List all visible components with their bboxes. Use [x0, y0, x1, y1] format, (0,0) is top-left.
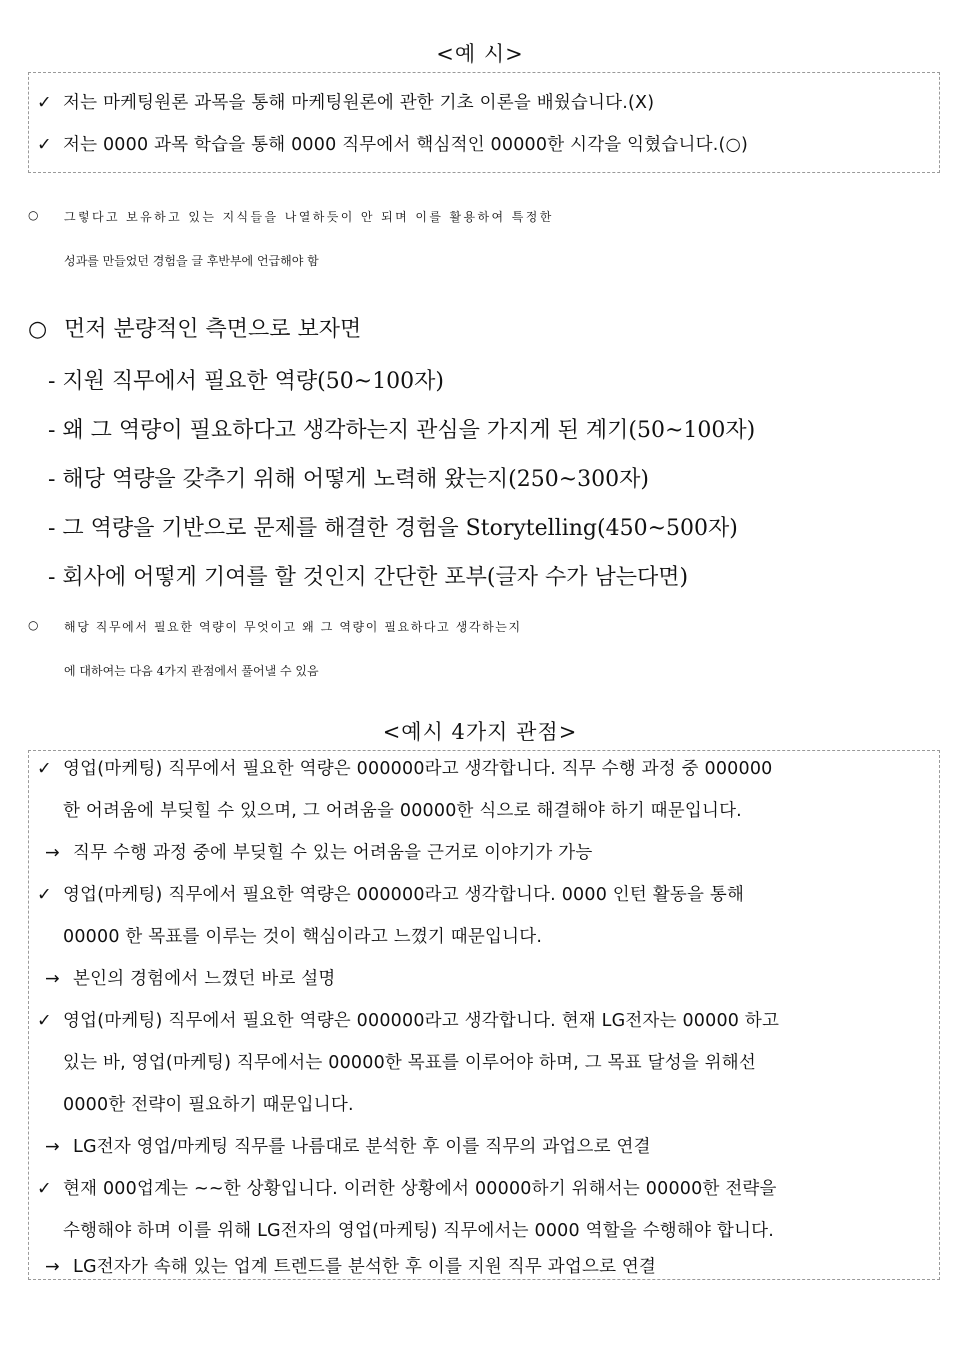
- example-box: [28, 72, 940, 173]
- check-icon: ✓: [37, 1011, 52, 1031]
- list-item: - 회사에 어떻게 기여를 할 것인지 간단한 포부(글자 수가 남는다면): [48, 565, 689, 590]
- perspective-4-line-1: [37, 1175, 931, 1200]
- check-icon: ✓: [37, 135, 52, 155]
- paragraph-perspectives: [28, 618, 946, 698]
- paragraph-line: [28, 618, 946, 635]
- perspective-text: 현재 000업계는 ~~한 상황입니다. 이러한 상황에서 00000하기 위해서는 00000한 전략을: [63, 1179, 777, 1199]
- perspective-2-note: [45, 965, 931, 990]
- perspective-text: 영업(마케팅) 직무에서 필요한 역량은 000000라고 생각합니다. 현재 LG전자는 00000 하고: [63, 1011, 780, 1031]
- example-line-2: [37, 131, 931, 156]
- paragraph-line-continued: 성과를 만들었던 경험을 글 후반부에 언급해야 함: [64, 254, 319, 268]
- note-text: LG전자 영업/마케팅 직무를 나름대로 분석한 후 이를 직무의 과업으로 연결: [73, 1137, 651, 1157]
- paragraph-line: [28, 208, 946, 225]
- perspective-1-line-1: [37, 755, 931, 780]
- paragraph-quantity: [28, 312, 946, 343]
- circle-bullet-icon: ○: [28, 317, 48, 342]
- example-text-1: 저는 마케팅원론 과목을 통해 마케팅원론에 관한 기초 이론을 배웠습니다.(X): [63, 93, 655, 113]
- example-title: <예 시>: [436, 42, 524, 66]
- perspective-3-line-1: [37, 1007, 931, 1032]
- perspective-2-line-1: [37, 881, 931, 906]
- arrow-right-icon: →: [45, 1137, 60, 1157]
- paragraph-line-continued: 에 대하여는 다음 4가지 관점에서 풀어낼 수 있음: [64, 664, 319, 678]
- list-item: - 그 역량을 기반으로 문제를 해결한 경험을 Storytelling(450~500자): [48, 516, 738, 541]
- perspective-4-line-2: 수행해야 하며 이를 위해 LG전자의 영업(마케팅) 직무에서는 0000 역할을 수행해야 합니다.: [63, 1221, 774, 1241]
- perspectives-title: <예시 4가지 관점>: [382, 720, 578, 744]
- note-text: LG전자가 속해 있는 업계 트렌드를 분석한 후 이를 지원 직무 과업으로 연결: [73, 1257, 657, 1277]
- perspective-1-line-2: 한 어려움에 부딪힐 수 있으며, 그 어려움을 00000한 식으로 해결해야 하기 때문입니다.: [63, 801, 742, 821]
- paragraph-text: 그렇다고 보유하고 있는 지식들을 나열하듯이 안 되며 이를 활용하여 특정한: [64, 210, 554, 224]
- list-item: - 해당 역량을 갖추기 위해 어떻게 노력해 왔는지(250~300자): [48, 467, 650, 492]
- perspective-text: 영업(마케팅) 직무에서 필요한 역량은 000000라고 생각합니다. 0000 인턴 활동을 통해: [63, 885, 745, 905]
- check-icon: ✓: [37, 885, 52, 905]
- perspective-3-line-2: 있는 바, 영업(마케팅) 직무에서는 00000한 목표를 이루어야 하며, 그 목표 달성을 위해선: [63, 1053, 756, 1073]
- arrow-right-icon: →: [45, 843, 60, 863]
- perspective-2-line-2: 00000 한 목표를 이루는 것이 핵심이라고 느꼈기 때문입니다.: [63, 927, 543, 947]
- perspective-4-note: [45, 1253, 931, 1278]
- note-text: 본인의 경험에서 느꼈던 바로 설명: [73, 969, 336, 989]
- example-text-2: 저는 0000 과목 학습을 통해 0000 직무에서 핵심적인 00000한 시각을 익혔습니다.(○): [63, 135, 748, 155]
- arrow-right-icon: →: [45, 969, 60, 989]
- perspective-3-note: [45, 1133, 931, 1158]
- example-line-1: [37, 89, 931, 114]
- check-icon: ✓: [37, 759, 52, 779]
- check-icon: ✓: [37, 1179, 52, 1199]
- perspectives-box: [28, 750, 940, 1280]
- note-text: 직무 수행 과정 중에 부딪힐 수 있는 어려움을 근거로 이야기가 가능: [73, 843, 593, 863]
- paragraph-text: 해당 직무에서 필요한 역량이 무엇이고 왜 그 역량이 필요하다고 생각하는지: [64, 620, 522, 634]
- arrow-right-icon: →: [45, 1257, 60, 1277]
- list-item: - 지원 직무에서 필요한 역량(50~100자): [48, 369, 445, 394]
- circle-bullet-icon: ○: [28, 208, 39, 222]
- circle-bullet-icon: ○: [28, 618, 39, 632]
- perspective-text: 영업(마케팅) 직무에서 필요한 역량은 000000라고 생각합니다. 직무 수행 과정 중 000000: [63, 759, 773, 779]
- perspective-1-note: [45, 839, 931, 864]
- list-item: - 왜 그 역량이 필요하다고 생각하는지 관심을 가지게 된 계기(50~100자): [48, 418, 756, 443]
- paragraph-knowledge: [28, 208, 946, 288]
- check-icon: ✓: [37, 93, 52, 113]
- perspective-3-line-3: 0000한 전략이 필요하기 때문입니다.: [63, 1095, 354, 1115]
- paragraph-text: 먼저 분량적인 측면으로 보자면: [64, 317, 362, 342]
